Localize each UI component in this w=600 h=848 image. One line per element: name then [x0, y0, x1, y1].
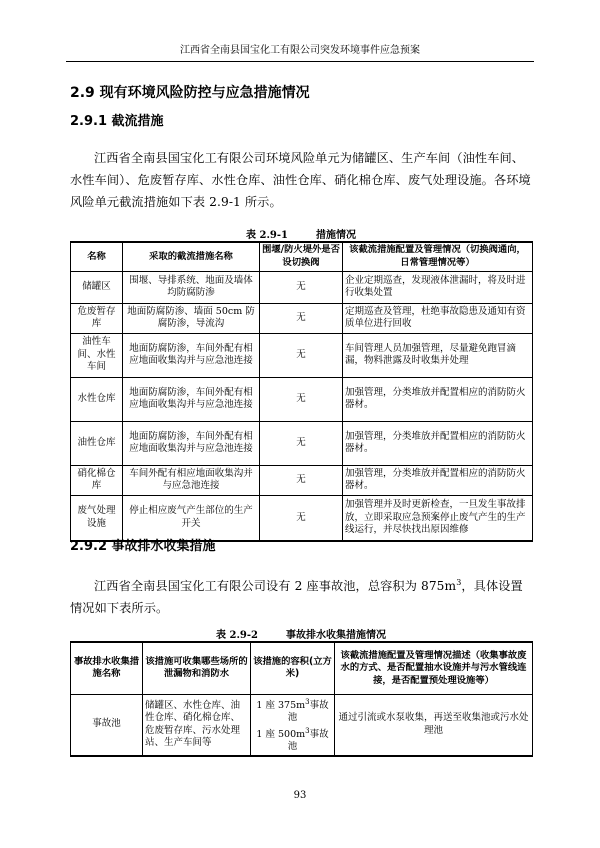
table-cell: 围堰、导排系统、地面及墙体均防腐防渗: [123, 271, 260, 303]
table-cell: 无: [260, 465, 343, 495]
table2-caption-title: 事故排水收集措施情况: [286, 630, 386, 641]
volume-line-1: [253, 696, 332, 725]
section-title: 2.9 现有环境风险防控与应急措施情况: [70, 85, 310, 101]
page-number: 93: [293, 790, 307, 801]
paragraph-1: 江西省全南县国宝化工有限公司环境风险单元为储罐区、生产车间（油性车间、水性车间）、危废暂存库、水性仓库、油性仓库、硝化棉仓库、废气处理设施。各环境风险单元截流措施如下表 2.9-1 所示。: [70, 151, 531, 209]
header-cell: 事故排水收集措施名称: [71, 642, 143, 694]
page-header: 江西省全南县国宝化工有限公司突发环境事件应急预案: [66, 44, 534, 62]
table-cell: 停止相应废气产生部位的生产开关: [123, 495, 260, 541]
table1-caption-number: 表 2.9-1: [246, 230, 288, 241]
table2-caption-number: 表 2.9-2: [216, 630, 258, 641]
table1-caption-title: 措施情况: [316, 230, 356, 241]
table-cell: 事故池: [71, 694, 143, 756]
superscript: 3: [456, 578, 462, 587]
table-cell: 无: [260, 271, 343, 303]
table1-caption: [70, 226, 532, 241]
header-cell: 该截流措施配置及管理情况描述（收集事故废水的方式、是否配置抽水设施并与污水管线连接，是否配置预处理设施等）: [335, 642, 533, 694]
volume-text: 事故池: [287, 699, 329, 724]
table-cell: 硝化棉仓库: [71, 465, 123, 495]
table-header-row: [71, 242, 533, 271]
table-row: [71, 271, 533, 303]
paragraph-2: [70, 572, 532, 619]
subsection-title-1: 2.9.1 截流措施: [70, 114, 164, 129]
table-row: [71, 303, 533, 333]
table-cell: 危废暂存库: [71, 303, 123, 333]
volume-text: 1 座 500m: [256, 728, 306, 740]
table-cell: 车间管理人员加强管理，尽量避免跑冒滴漏，物料泄露及时收集并处理: [343, 333, 533, 377]
table-cell: 定期巡查及管理，杜绝事故隐患及通知有资质单位进行回收: [343, 303, 533, 333]
superscript: 3: [305, 726, 310, 735]
table-row: [71, 421, 533, 465]
table-cell: 加强管理，分类堆放并配置相应的消防防火器材。: [343, 465, 533, 495]
header-cell: 该截流措施配置及管理情况（切换阀通向，日常管理情况等）: [343, 242, 533, 271]
volume-line-2: [253, 725, 332, 754]
table-row: [71, 465, 533, 495]
paragraph-2-text-a: 江西省全南县国宝化工有限公司设有 2 座事故池，总容积为 875m: [94, 579, 457, 594]
table-cell: 加强管理，分类堆放并配置相应的消防防火器材。: [343, 421, 533, 465]
header-cell: 围堰/防火堤外是否设切换阀: [260, 242, 343, 271]
table-cell: 地面防腐防渗，车间外配有相应地面收集沟并与应急池连接: [123, 377, 260, 421]
superscript: 3: [305, 697, 310, 706]
table-cell: 储罐区: [71, 271, 123, 303]
table-cell: 油性车间、水性车间: [71, 333, 123, 377]
header-cell: 名称: [71, 242, 123, 271]
table-cell: 地面防腐防渗，车间外配有相应地面收集沟并与应急池连接: [123, 421, 260, 465]
table-cell: 车间外配有相应地面收集沟并与应急池连接: [123, 465, 260, 495]
table-cell: 地面防腐防渗，车间外配有相应地面收集沟并与应急池连接: [123, 333, 260, 377]
header-cell: 采取的截流措施名称: [123, 242, 260, 271]
table-cell: 加强管理，分类堆放并配置相应的消防防火器材。: [343, 377, 533, 421]
table-cell: 油性仓库: [71, 421, 123, 465]
table-cell: 无: [260, 303, 343, 333]
table-cell: 企业定期巡查，发现液体泄漏时，将及时进行收集处置: [343, 271, 533, 303]
table-cell: 无: [260, 495, 343, 541]
table-cell: 通过引流或水泵收集，再送至收集池或污水处理池: [335, 694, 533, 756]
table-interception-measures: [70, 241, 533, 542]
table-cell: 水性仓库: [71, 377, 123, 421]
table-drainage-collection: [70, 641, 533, 757]
table-cell: 无: [260, 421, 343, 465]
table2-caption: [70, 626, 532, 641]
table-row: [71, 377, 533, 421]
header-cell: 该措施可收集哪些场所的泄漏物和消防水: [143, 642, 251, 694]
paragraph-2-text-b: ，具体设置情况如下表所示。: [70, 579, 523, 616]
table-row: [71, 694, 533, 756]
table-row: [71, 333, 533, 377]
table-cell: 无: [260, 377, 343, 421]
table-cell: 无: [260, 333, 343, 377]
volume-text: 1 座 375m: [256, 699, 306, 711]
table-cell: [251, 694, 335, 756]
table-cell: 加强管理并及时更新检查，一旦发生事故排放，立即采取应急预案停止废气产生的生产线运行，并尽快找出原因维修: [343, 495, 533, 541]
table-cell: 废气处理设施: [71, 495, 123, 541]
header-cell: 该措施的容积(立方米): [251, 642, 335, 694]
table-cell: 地面防腐防渗、墙面 50cm 防腐防渗，导流沟: [123, 303, 260, 333]
volume-text: 事故池: [287, 728, 329, 753]
table-cell: 储罐区、水性仓库、油性仓库、硝化棉仓库、危废暂存库、污水处理站、生产车间等: [143, 694, 251, 756]
table-header-row: [71, 642, 533, 694]
subsection-title-2: 2.9.2 事故排水收集措施: [70, 539, 216, 554]
